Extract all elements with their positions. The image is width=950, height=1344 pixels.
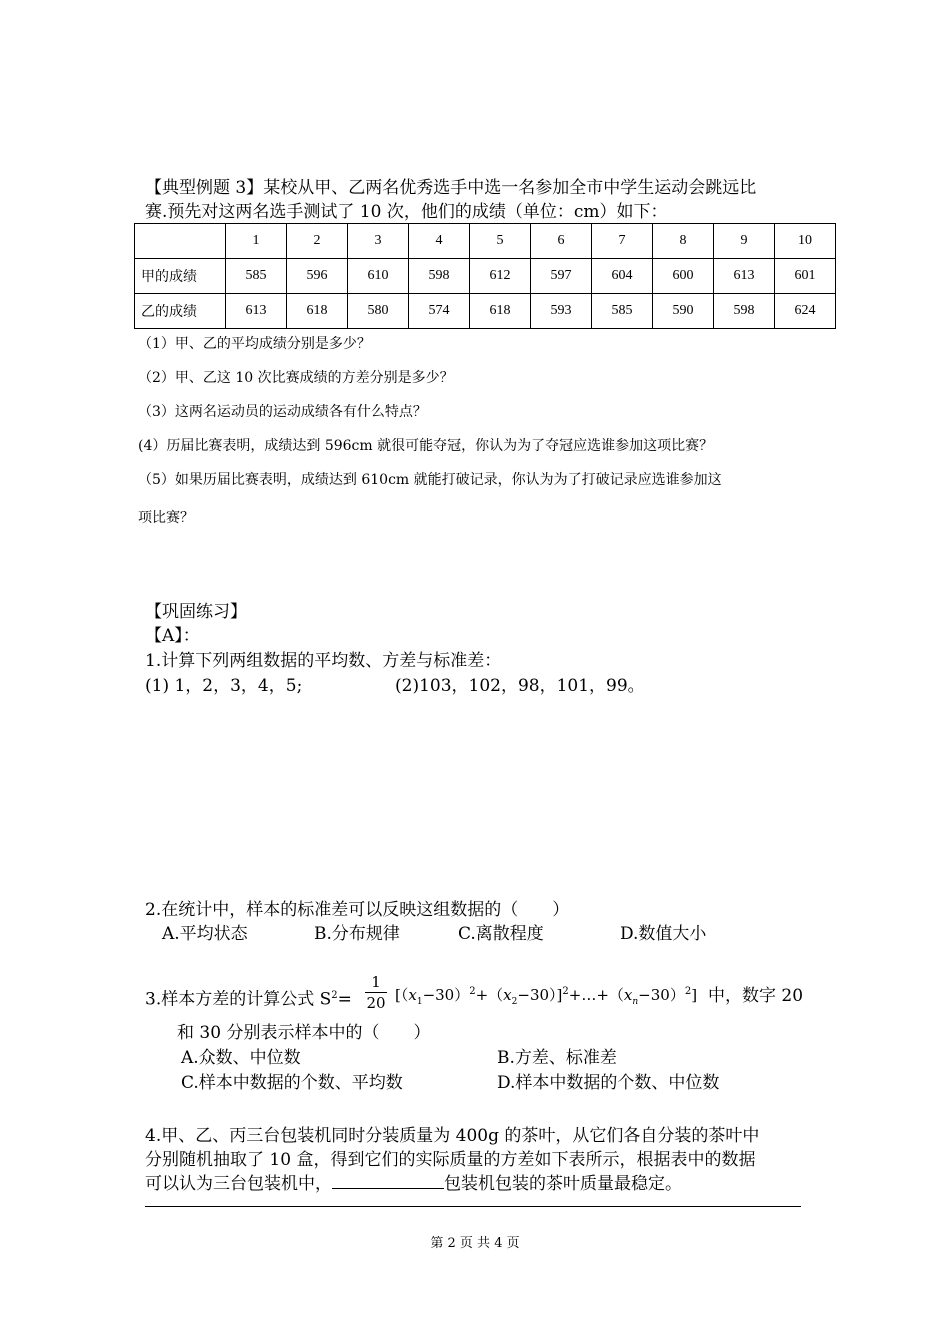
question-3: （3）这两名运动员的运动成绩各有什么特点？ (138, 404, 427, 420)
example3-line1: 【典型例题 3】某校从甲、乙两名优秀选手中选一名参加全市中学生运动会跳远比 (145, 178, 757, 198)
question-5: （5）如果历届比赛表明，成绩达到 610cm 就能打破记录，你认为为了打破记录应选谁参加这 (138, 472, 722, 488)
table-cell: 4 (409, 224, 470, 259)
option-b: B.分布规律 (314, 924, 400, 944)
practice-4-line2: 分别随机抽取了 10 盒，得到它们的实际质量的方差如下表所示，根据表中的数据 (145, 1150, 756, 1170)
fraction-numerator: 1 (371, 973, 381, 991)
option-d: D.样本中数据的个数、中位数 (497, 1073, 720, 1093)
score-table (134, 223, 836, 329)
example3-line2: 赛.预先对这两名选手测试了 10 次，他们的成绩（单位：cm）如下： (145, 202, 668, 222)
practice-4-line3-end: 包装机包装的茶叶质量最稳定。 (444, 1174, 682, 1194)
formula-prefix-text: 3.样本方差的计算公式 S (145, 989, 332, 1010)
practice-3-line2: 和 30 分别表示样本中的（ ） (177, 1023, 431, 1043)
footer-divider (145, 1206, 801, 1207)
formula-square: 2 (331, 990, 338, 1001)
table-cell: 580 (348, 294, 409, 329)
table-cell: 585 (592, 294, 653, 329)
table-cell: 乙的成绩 (135, 294, 226, 329)
formula-equals: = (337, 989, 352, 1010)
practice-1b: (2)103，102，98，101，99。 (395, 676, 645, 696)
table-cell: 624 (775, 294, 836, 329)
table-cell: 613 (226, 294, 287, 329)
table-header-row (135, 224, 836, 259)
practice-title: 【巩固练习】 (145, 602, 247, 622)
practice-3-suffix: 中，数字 20 (708, 986, 804, 1006)
table-row (135, 259, 836, 294)
practice-2: 2.在统计中，样本的标准差可以反映这组数据的（ ） (145, 900, 570, 920)
question-2: （2）甲、乙这 10 次比赛成绩的方差分别是多少？ (138, 370, 454, 386)
practice-1: 1.计算下列两组数据的平均数、方差与标准差： (145, 651, 502, 671)
table-cell: 10 (775, 224, 836, 259)
option-d: D.数值大小 (620, 924, 707, 944)
variance-formula: $[(x_1-30)^2+(x_2-30)]^2+\dots+(x_n-30)^2$] (395, 986, 698, 1007)
table-cell: 甲的成绩 (135, 259, 226, 294)
table-cell: 585 (226, 259, 287, 294)
fraction-bar (365, 992, 387, 993)
table-cell: 598 (409, 259, 470, 294)
practice-3-prefix (145, 984, 352, 1012)
practice-4-line3 (145, 1172, 682, 1196)
page-footer: 第 2 页 共 4 页 (430, 1236, 520, 1251)
table-cell: 590 (653, 294, 714, 329)
table-cell: 6 (531, 224, 592, 259)
table-cell: 574 (409, 294, 470, 329)
table-cell: 9 (714, 224, 775, 259)
practice-4-line1: 4.甲、乙、丙三台包装机同时分装质量为 400g 的茶叶，从它们各自分装的茶叶中 (145, 1126, 760, 1146)
question-5-cont: 项比赛？ (138, 510, 194, 526)
answer-blank[interactable] (332, 1172, 444, 1189)
table-cell: 2 (287, 224, 348, 259)
practice-4-line3-start: 可以认为三台包装机中， (145, 1174, 332, 1194)
table-cell: 612 (470, 259, 531, 294)
table-cell: 5 (470, 224, 531, 259)
table-cell: 604 (592, 259, 653, 294)
table-cell: 8 (653, 224, 714, 259)
table-cell: 1 (226, 224, 287, 259)
option-c: C.离散程度 (458, 924, 544, 944)
table-cell: 3 (348, 224, 409, 259)
table-cell: 610 (348, 259, 409, 294)
fraction-denominator: 20 (366, 994, 386, 1012)
option-c: C.样本中数据的个数、平均数 (181, 1073, 403, 1093)
section-a: 【A】： (145, 626, 200, 646)
question-4: (4）历届比赛表明，成绩达到 596cm 就很可能夺冠，你认为为了夺冠应选谁参加这项比赛？ (138, 438, 714, 454)
table-cell: 613 (714, 259, 775, 294)
table-cell: 593 (531, 294, 592, 329)
table-cell: 598 (714, 294, 775, 329)
table-row (135, 294, 836, 329)
formula-fraction (363, 973, 389, 1012)
table-cell: 618 (287, 294, 348, 329)
table-cell: 597 (531, 259, 592, 294)
table-cell: 601 (775, 259, 836, 294)
option-a: A.众数、中位数 (181, 1048, 301, 1068)
table-cell: 600 (653, 259, 714, 294)
practice-1a: (1) 1，2，3，4，5; (145, 676, 303, 696)
table-cell: 7 (592, 224, 653, 259)
table-cell: 596 (287, 259, 348, 294)
question-1: （1）甲、乙的平均成绩分别是多少？ (138, 336, 371, 352)
option-b: B.方差、标准差 (497, 1048, 617, 1068)
table-cell: 618 (470, 294, 531, 329)
table-cell (135, 224, 226, 259)
option-a: A.平均状态 (162, 924, 248, 944)
